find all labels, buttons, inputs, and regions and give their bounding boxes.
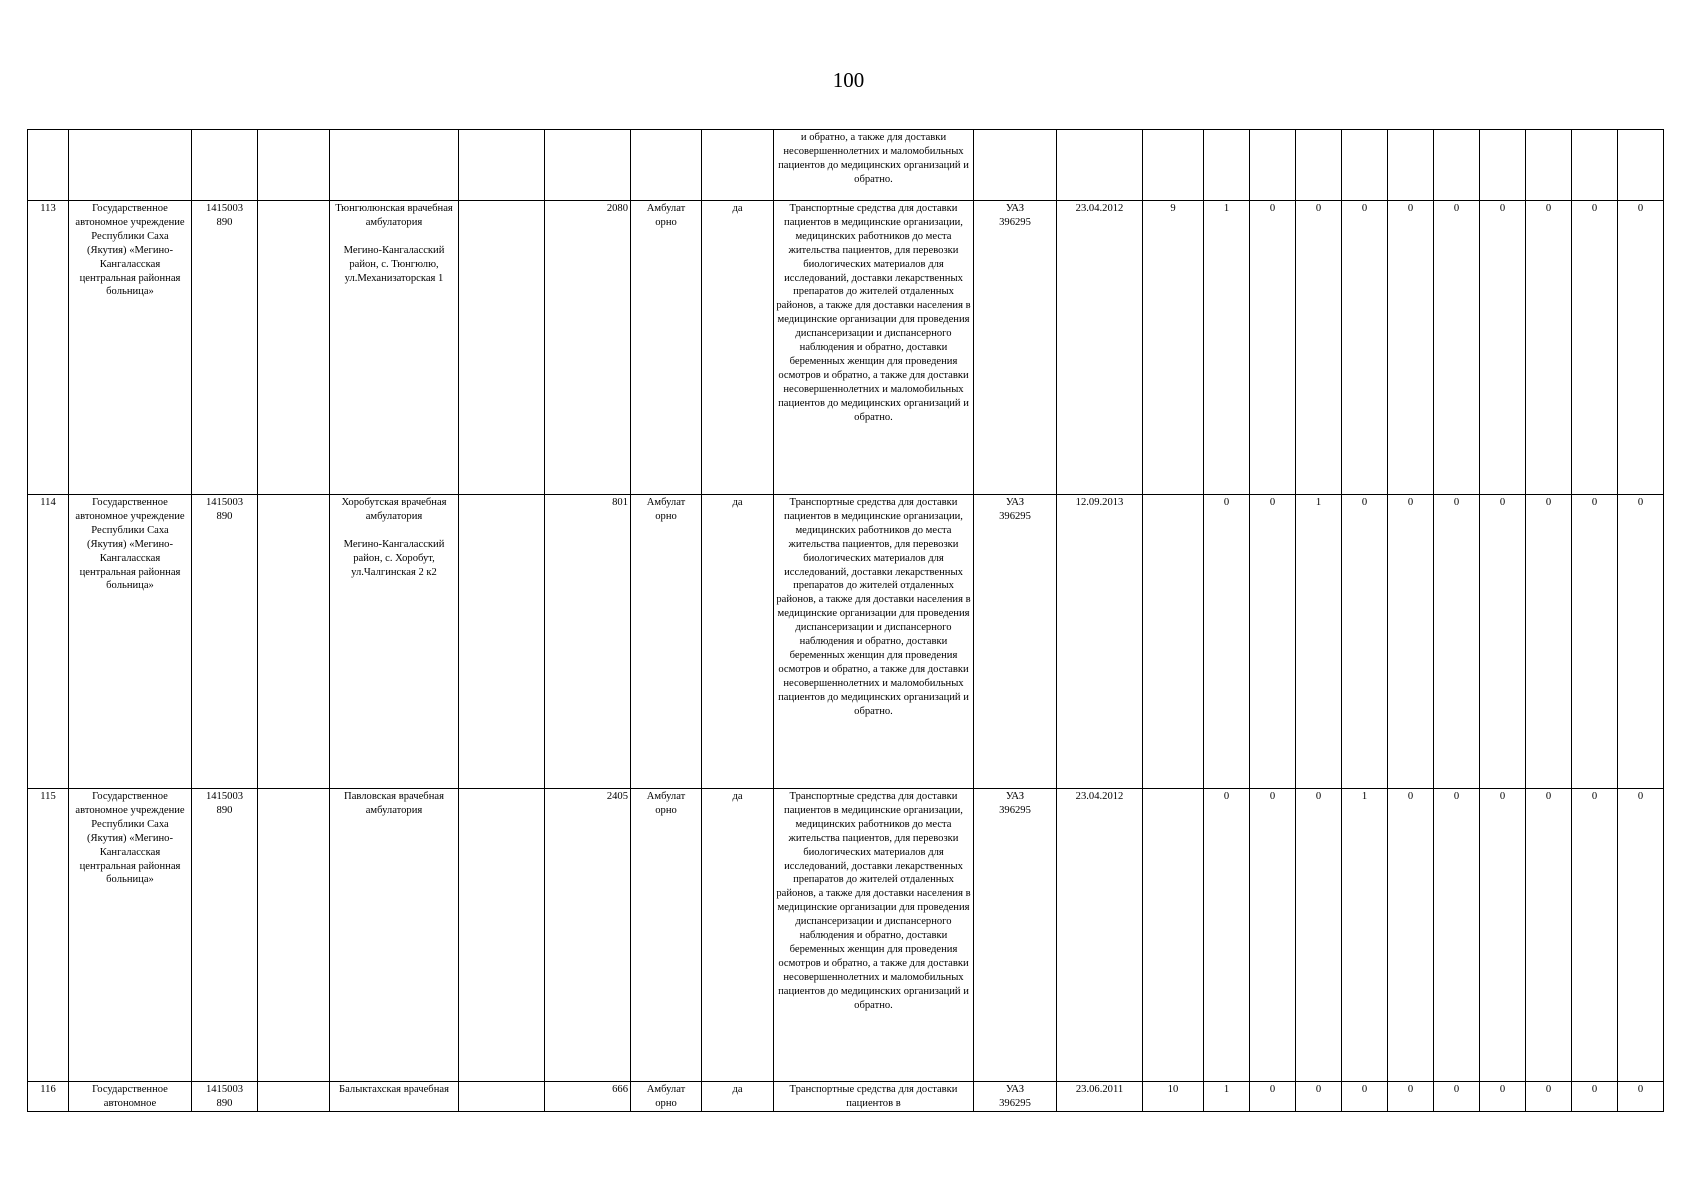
- cell-registration-date: [1057, 130, 1143, 201]
- cell-row-number: 115: [28, 789, 69, 1082]
- cell-flag: да: [702, 789, 774, 1082]
- cell-column-4: [258, 495, 330, 789]
- cell-count-6: 0: [1434, 789, 1480, 1082]
- cell-vehicle-purpose: Транспортные средства для доставки пациентов в медицинские организации, медицинских работников до места жительства пациентов, для перевозки биологических материалов для исследований, доставки лекарственных препаратов до жителей отдаленных районов, а также для доставки населения в медицинские организации для проведения диспансеризации и диспансерного наблюдения и обратно, доставки беременных женщин для проведения осмотров и обратно, а также для доставки несовершеннолетних и маломобильных пациентов до медицинских организаций и обратно.: [774, 201, 974, 495]
- table-row: [28, 201, 1664, 495]
- cell-count-2: 0: [1250, 495, 1296, 789]
- cell-population: 2080: [545, 201, 631, 495]
- cell-count-3: [1296, 130, 1342, 201]
- cell-column-6: [459, 1082, 545, 1112]
- cell-population: 2405: [545, 789, 631, 1082]
- cell-count-7: [1480, 130, 1526, 201]
- cell-count-4: [1342, 130, 1388, 201]
- cell-count-6: 0: [1434, 495, 1480, 789]
- cell-column-13: [1143, 130, 1204, 201]
- cell-care-type: Амбулат орно: [631, 495, 702, 789]
- cell-care-type: Амбулат орно: [631, 789, 702, 1082]
- cell-count-10: 0: [1618, 789, 1664, 1082]
- cell-count-8: 0: [1526, 1082, 1572, 1112]
- cell-count-6: [1434, 130, 1480, 201]
- cell-count-3: 0: [1296, 201, 1342, 495]
- cell-count-5: 0: [1388, 789, 1434, 1082]
- cell-facility-address: Балыктахская врачебная: [330, 1082, 459, 1112]
- cell-count-9: 0: [1572, 495, 1618, 789]
- cell-count-3: 0: [1296, 789, 1342, 1082]
- cell-column-6: [459, 495, 545, 789]
- cell-care-type: Амбулат орно: [631, 1082, 702, 1112]
- page-number: 100: [832, 68, 865, 92]
- cell-count-8: 0: [1526, 789, 1572, 1082]
- cell-count-2: 0: [1250, 201, 1296, 495]
- cell-vehicle-purpose: Транспортные средства для доставки пациентов в: [774, 1082, 974, 1112]
- cell-registration-date: 12.09.2013: [1057, 495, 1143, 789]
- cell-care-type: Амбулат орно: [631, 201, 702, 495]
- cell-column-6: [459, 130, 545, 201]
- cell-column-13: [1143, 495, 1204, 789]
- cell-count-9: 0: [1572, 789, 1618, 1082]
- cell-organization-name: Государственное автономное учреждение Республики Саха (Якутия) «Мегино-Кангаласская центральная районная больница»: [69, 789, 192, 1082]
- cell-count-2: [1250, 130, 1296, 201]
- cell-count-7: 0: [1480, 495, 1526, 789]
- cell-count-4: 1: [1342, 789, 1388, 1082]
- cell-inn: 1415003 890: [192, 201, 258, 495]
- cell-column-6: [459, 789, 545, 1082]
- cell-column-13: 10: [1143, 1082, 1204, 1112]
- cell-count-8: 0: [1526, 495, 1572, 789]
- cell-row-number: [28, 130, 69, 201]
- cell-count-3: 1: [1296, 495, 1342, 789]
- cell-organization-name: Государственное автономное учреждение Республики Саха (Якутия) «Мегино-Кангаласская центральная районная больница»: [69, 495, 192, 789]
- cell-vehicle-model: УАЗ 396295: [974, 201, 1057, 495]
- cell-inn: 1415003 890: [192, 1082, 258, 1112]
- cell-flag: да: [702, 201, 774, 495]
- cell-facility-address: Павловская врачебная амбулатория: [330, 789, 459, 1082]
- table-row: [28, 789, 1664, 1082]
- cell-registration-date: 23.04.2012: [1057, 789, 1143, 1082]
- cell-inn: 1415003 890: [192, 789, 258, 1082]
- cell-column-4: [258, 201, 330, 495]
- cell-count-7: 0: [1480, 201, 1526, 495]
- cell-column-4: [258, 789, 330, 1082]
- document-table: [27, 129, 1664, 1112]
- cell-flag: [702, 130, 774, 201]
- cell-vehicle-model: УАЗ 396295: [974, 1082, 1057, 1112]
- cell-inn: [192, 130, 258, 201]
- cell-count-7: 0: [1480, 789, 1526, 1082]
- cell-row-number: 116: [28, 1082, 69, 1112]
- cell-column-4: [258, 130, 330, 201]
- cell-count-10: [1618, 130, 1664, 201]
- cell-count-9: [1572, 130, 1618, 201]
- cell-count-1: 1: [1204, 201, 1250, 495]
- cell-vehicle-purpose: Транспортные средства для доставки пациентов в медицинские организации, медицинских работников до места жительства пациентов, для перевозки биологических материалов для исследований, доставки лекарственных препаратов до жителей отдаленных районов, а также для доставки населения в медицинские организации для проведения диспансеризации и диспансерного наблюдения и обратно, доставки беременных женщин для проведения осмотров и обратно, а также для доставки несовершеннолетних и маломобильных пациентов до медицинских организаций и обратно.: [774, 789, 974, 1082]
- cell-column-13: [1143, 789, 1204, 1082]
- cell-row-number: 113: [28, 201, 69, 495]
- cell-count-8: 0: [1526, 201, 1572, 495]
- cell-inn: 1415003 890: [192, 495, 258, 789]
- cell-organization-name: [69, 130, 192, 201]
- cell-population: 801: [545, 495, 631, 789]
- cell-facility-address: Хоробутская врачебная амбулатория Мегино-Кангаласский район, с. Хоробут, ул.Чалгинская 2 к2: [330, 495, 459, 789]
- cell-facility-address: [330, 130, 459, 201]
- cell-count-2: 0: [1250, 789, 1296, 1082]
- cell-count-5: [1388, 130, 1434, 201]
- cell-facility-address: Тюнгюлюнская врачебная амбулатория Мегино-Кангаласский район, с. Тюнгюлю, ул.Механизаторская 1: [330, 201, 459, 495]
- cell-count-7: 0: [1480, 1082, 1526, 1112]
- cell-count-10: 0: [1618, 201, 1664, 495]
- cell-count-1: 1: [1204, 1082, 1250, 1112]
- cell-vehicle-model: [974, 130, 1057, 201]
- cell-flag: да: [702, 495, 774, 789]
- table-row: [28, 130, 1664, 201]
- cell-count-4: 0: [1342, 1082, 1388, 1112]
- cell-count-6: 0: [1434, 1082, 1480, 1112]
- cell-population: 666: [545, 1082, 631, 1112]
- cell-count-10: 0: [1618, 495, 1664, 789]
- cell-vehicle-purpose: Транспортные средства для доставки пациентов в медицинские организации, медицинских работников до места жительства пациентов, для перевозки биологических материалов для исследований, доставки лекарственных препаратов до жителей отдаленных районов, а также для доставки населения в медицинские организации для проведения диспансеризации и диспансерного наблюдения и обратно, доставки беременных женщин для проведения осмотров и обратно, а также для доставки несовершеннолетних и маломобильных пациентов до медицинских организаций и обратно.: [774, 495, 974, 789]
- cell-column-4: [258, 1082, 330, 1112]
- cell-count-5: 0: [1388, 201, 1434, 495]
- cell-count-3: 0: [1296, 1082, 1342, 1112]
- cell-count-4: 0: [1342, 201, 1388, 495]
- cell-vehicle-purpose: и обратно, а также для доставки несовершеннолетних и маломобильных пациентов до медицинских организаций и обратно.: [774, 130, 974, 201]
- cell-organization-name: Государственное автономное учреждение Республики Саха (Якутия) «Мегино-Кангаласская центральная районная больница»: [69, 201, 192, 495]
- cell-count-9: 0: [1572, 201, 1618, 495]
- cell-column-6: [459, 201, 545, 495]
- cell-count-5: 0: [1388, 495, 1434, 789]
- cell-care-type: [631, 130, 702, 201]
- cell-count-10: 0: [1618, 1082, 1664, 1112]
- cell-count-1: [1204, 130, 1250, 201]
- cell-count-1: 0: [1204, 789, 1250, 1082]
- cell-registration-date: 23.04.2012: [1057, 201, 1143, 495]
- cell-count-1: 0: [1204, 495, 1250, 789]
- cell-count-9: 0: [1572, 1082, 1618, 1112]
- cell-column-13: 9: [1143, 201, 1204, 495]
- cell-row-number: 114: [28, 495, 69, 789]
- cell-population: [545, 130, 631, 201]
- cell-count-4: 0: [1342, 495, 1388, 789]
- cell-organization-name: Государственное автономное: [69, 1082, 192, 1112]
- cell-count-2: 0: [1250, 1082, 1296, 1112]
- cell-vehicle-model: УАЗ 396295: [974, 789, 1057, 1082]
- cell-flag: да: [702, 1082, 774, 1112]
- cell-registration-date: 23.06.2011: [1057, 1082, 1143, 1112]
- table-row: [28, 1082, 1664, 1112]
- cell-vehicle-model: УАЗ 396295: [974, 495, 1057, 789]
- cell-count-5: 0: [1388, 1082, 1434, 1112]
- cell-count-8: [1526, 130, 1572, 201]
- cell-count-6: 0: [1434, 201, 1480, 495]
- table-row: [28, 495, 1664, 789]
